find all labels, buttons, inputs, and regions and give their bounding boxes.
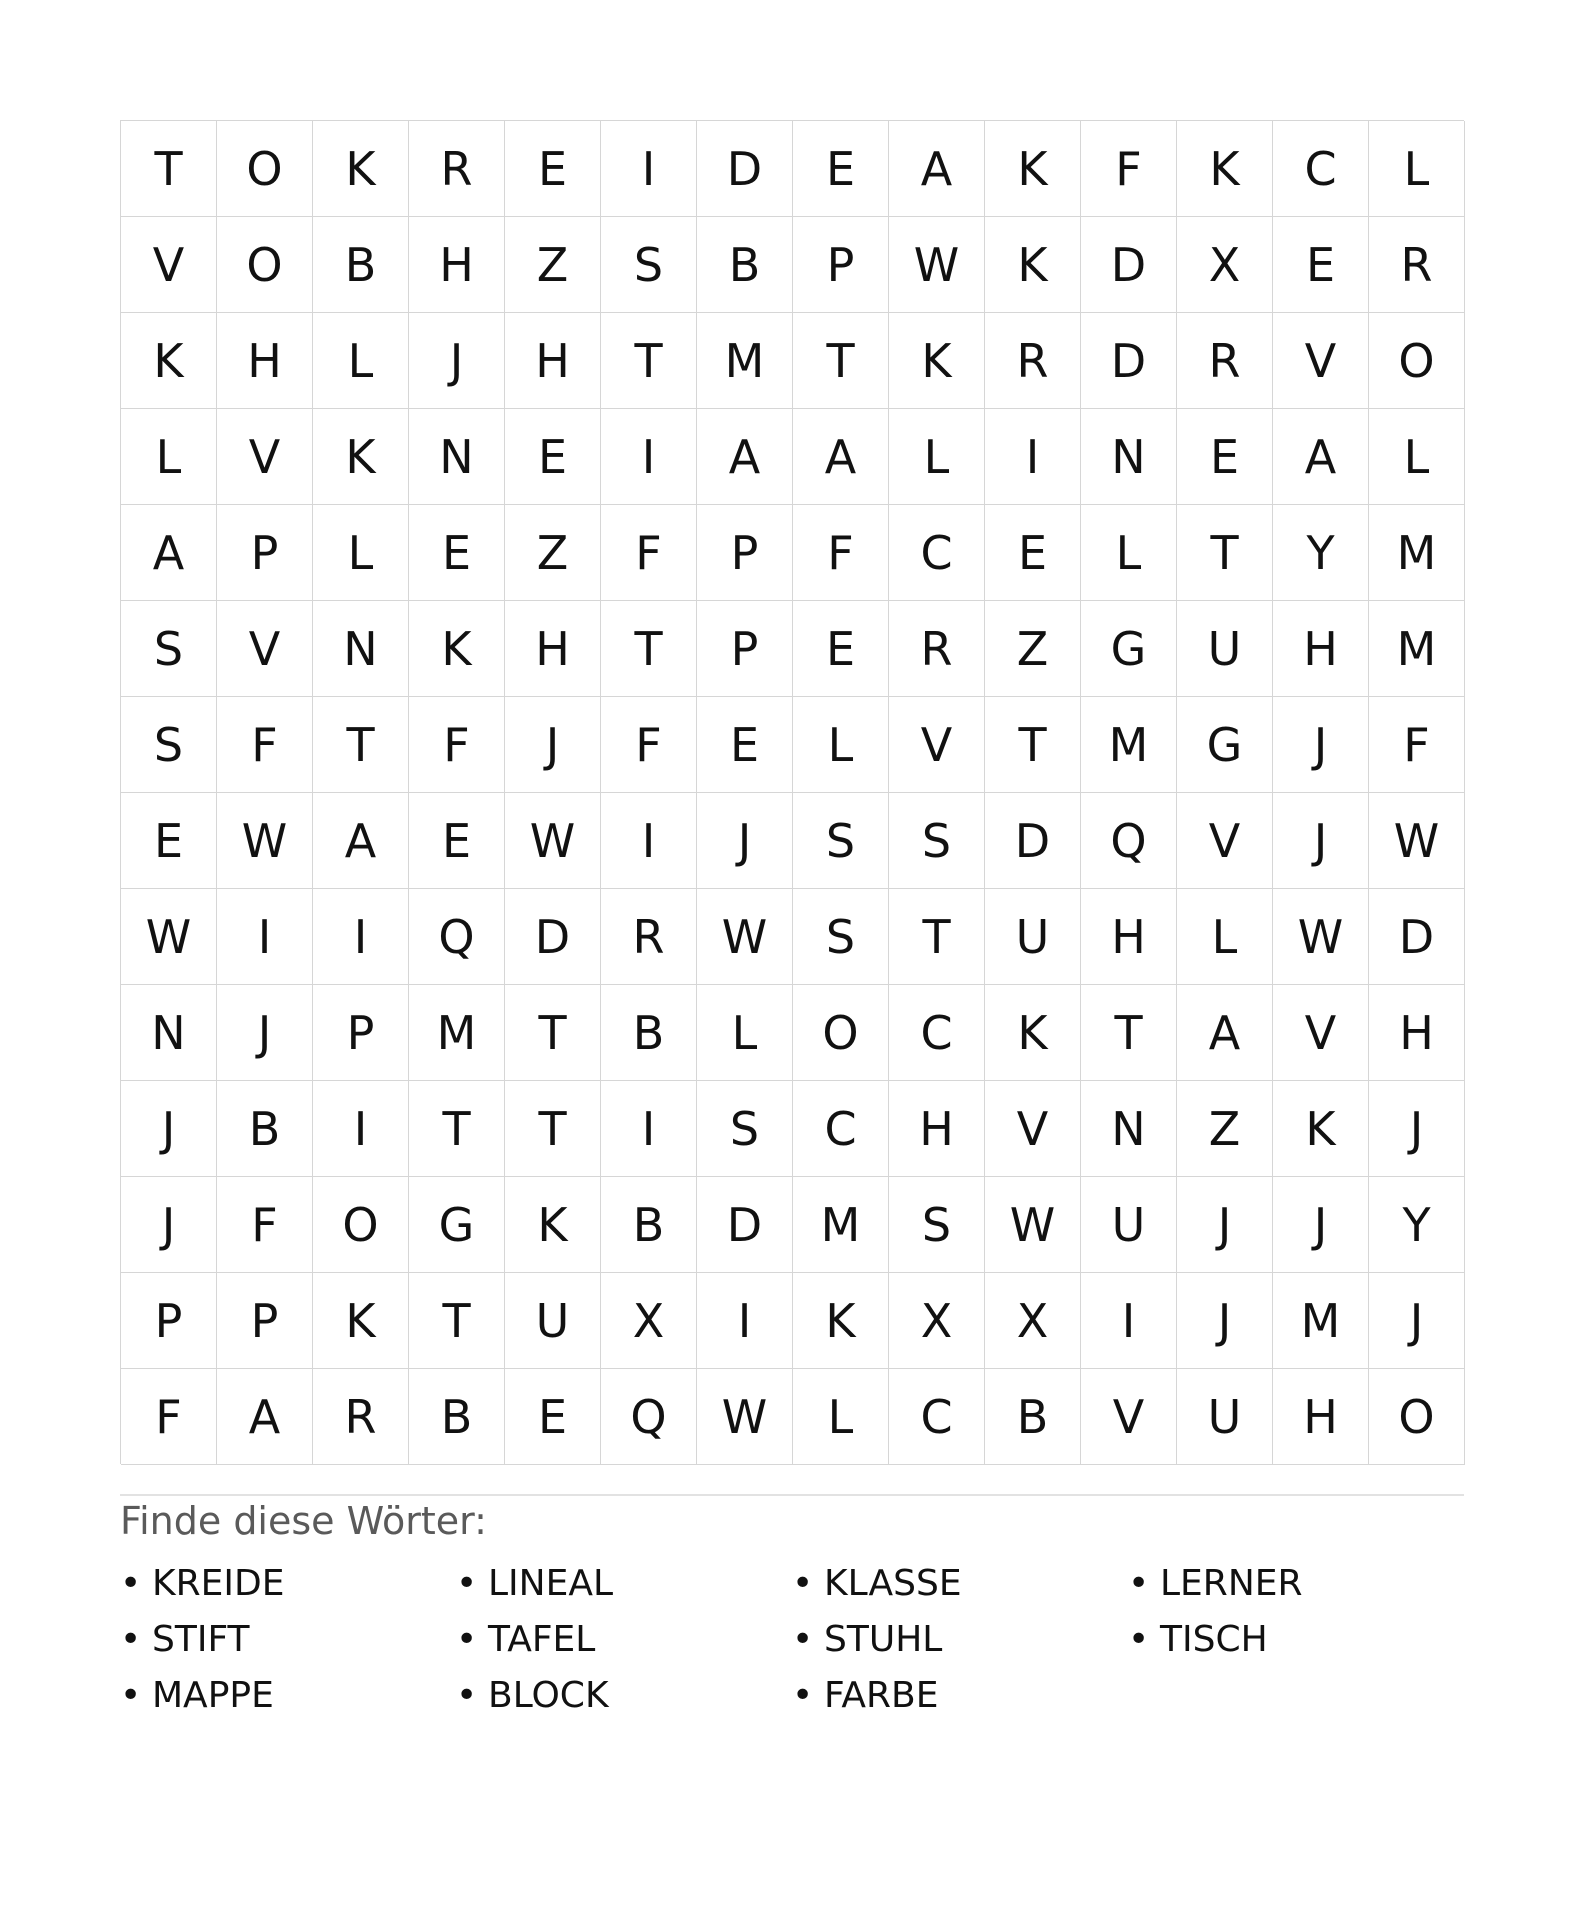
grid-cell[interactable]: B [697,217,793,313]
grid-cell[interactable]: T [409,1273,505,1369]
word-label: MAPPE [152,1675,274,1716]
grid-cell[interactable]: O [217,121,313,217]
grid-cell[interactable]: P [697,601,793,697]
grid-cell[interactable]: U [1081,1177,1177,1273]
grid-cell[interactable]: H [409,217,505,313]
grid-cell[interactable]: B [601,1177,697,1273]
grid-cell[interactable]: W [505,793,601,889]
grid-cell[interactable]: F [121,1369,217,1465]
grid-cell[interactable]: T [121,121,217,217]
grid-cell[interactable]: V [121,217,217,313]
grid-cell[interactable]: E [1177,409,1273,505]
word-label: TAFEL [488,1619,596,1660]
grid-cell[interactable]: T [793,313,889,409]
word-list-title: Finde diese Wörter: [120,1499,487,1543]
grid-cell[interactable]: P [697,505,793,601]
grid-cell[interactable]: T [601,313,697,409]
grid-cell[interactable]: W [889,217,985,313]
grid-cell[interactable]: E [505,1369,601,1465]
grid-cell[interactable]: D [1081,217,1177,313]
bullet-icon: • [792,1675,814,1716]
word-list-item [120,1556,456,1612]
grid-cell[interactable]: M [1273,1273,1369,1369]
grid-cell[interactable]: S [889,1177,985,1273]
grid-cell[interactable]: I [985,409,1081,505]
grid-cell[interactable]: L [793,1369,889,1465]
grid-cell[interactable]: K [313,409,409,505]
grid-cell[interactable]: T [409,1081,505,1177]
grid-cell[interactable]: S [121,697,217,793]
grid-cell[interactable]: B [409,1369,505,1465]
word-list-item [456,1668,792,1724]
grid-cell[interactable]: V [985,1081,1081,1177]
grid-cell[interactable]: R [1369,217,1465,313]
word-list-item [120,1668,456,1724]
grid-cell[interactable]: H [1273,1369,1369,1465]
grid-cell[interactable]: L [697,985,793,1081]
letter-grid [120,120,1464,1464]
grid-cell[interactable]: V [1273,985,1369,1081]
grid-cell[interactable]: N [1081,1081,1177,1177]
grid-cell[interactable]: M [793,1177,889,1273]
grid-cell[interactable]: C [1273,121,1369,217]
grid-cell[interactable]: V [217,409,313,505]
grid-cell[interactable]: K [985,985,1081,1081]
grid-cell[interactable]: A [697,409,793,505]
grid-cell[interactable]: O [793,985,889,1081]
grid-cell[interactable]: V [1273,313,1369,409]
grid-cell[interactable]: J [1177,1177,1273,1273]
grid-cell[interactable]: U [505,1273,601,1369]
bullet-icon: • [456,1675,478,1716]
grid-cell[interactable]: T [1177,505,1273,601]
grid-cell[interactable]: W [1369,793,1465,889]
grid-cell[interactable]: K [313,121,409,217]
grid-cell[interactable]: E [1273,217,1369,313]
word-list-item [120,1612,456,1668]
grid-cell[interactable]: S [793,793,889,889]
grid-cell[interactable]: R [1177,313,1273,409]
grid-cell[interactable]: M [1081,697,1177,793]
grid-cell[interactable]: J [1273,1177,1369,1273]
grid-cell[interactable]: Z [1177,1081,1273,1177]
grid-cell[interactable]: G [1081,601,1177,697]
grid-cell[interactable]: A [793,409,889,505]
grid-cell[interactable]: T [601,601,697,697]
grid-cell[interactable]: M [697,313,793,409]
grid-cell[interactable]: I [1081,1273,1177,1369]
grid-cell[interactable]: K [313,1273,409,1369]
grid-cell[interactable]: D [1369,889,1465,985]
grid-cell[interactable]: M [1369,505,1465,601]
grid-cell[interactable]: R [985,313,1081,409]
word-label: STIFT [152,1619,250,1660]
bullet-icon: • [456,1619,478,1660]
grid-cell[interactable]: P [313,985,409,1081]
grid-cell[interactable]: P [217,1273,313,1369]
grid-cell[interactable]: R [889,601,985,697]
grid-cell[interactable]: D [1081,313,1177,409]
grid-cell[interactable]: F [409,697,505,793]
grid-cell[interactable]: K [985,217,1081,313]
bullet-icon: • [1128,1619,1150,1660]
grid-cell[interactable]: B [985,1369,1081,1465]
grid-cell[interactable]: Q [1081,793,1177,889]
grid-cell[interactable]: N [121,985,217,1081]
grid-cell[interactable]: Y [1369,1177,1465,1273]
grid-cell[interactable]: F [1369,697,1465,793]
grid-cell[interactable]: A [217,1369,313,1465]
grid-cell[interactable]: K [121,313,217,409]
grid-cell[interactable]: C [793,1081,889,1177]
grid-cell[interactable]: H [1081,889,1177,985]
grid-cell[interactable]: F [793,505,889,601]
grid-cell[interactable]: X [1177,217,1273,313]
grid-cell[interactable]: J [1369,1081,1465,1177]
bullet-icon: • [456,1563,478,1604]
grid-cell[interactable]: H [1273,601,1369,697]
grid-cell[interactable]: C [889,1369,985,1465]
grid-cell[interactable]: B [217,1081,313,1177]
grid-cell[interactable]: T [505,1081,601,1177]
grid-cell[interactable]: K [889,313,985,409]
grid-cell[interactable]: I [601,1081,697,1177]
word-label: KREIDE [152,1563,285,1604]
grid-cell[interactable]: E [409,793,505,889]
grid-cell[interactable]: O [1369,313,1465,409]
grid-cell[interactable]: H [889,1081,985,1177]
grid-cell[interactable]: K [409,601,505,697]
grid-cell[interactable]: F [601,505,697,601]
grid-cell[interactable]: B [601,985,697,1081]
grid-cell[interactable]: E [793,601,889,697]
grid-cell[interactable]: I [217,889,313,985]
grid-cell[interactable]: J [217,985,313,1081]
word-label: BLOCK [488,1675,609,1716]
grid-cell[interactable]: P [793,217,889,313]
grid-cell[interactable]: Z [505,217,601,313]
word-list-item [792,1668,1128,1724]
grid-cell[interactable]: J [409,313,505,409]
grid-cell[interactable]: T [1081,985,1177,1081]
grid-cell[interactable]: A [121,505,217,601]
grid-cell[interactable]: D [697,121,793,217]
grid-cell[interactable]: L [313,505,409,601]
grid-cell[interactable]: M [409,985,505,1081]
word-list-item [792,1556,1128,1612]
grid-cell[interactable]: F [601,697,697,793]
bullet-icon: • [792,1563,814,1604]
grid-cell[interactable]: L [1081,505,1177,601]
bullet-icon: • [120,1675,142,1716]
grid-cell[interactable]: R [601,889,697,985]
grid-cell[interactable]: G [1177,697,1273,793]
grid-cell[interactable]: Z [985,601,1081,697]
grid-cell[interactable]: E [505,121,601,217]
grid-cell[interactable]: H [505,601,601,697]
grid-cell[interactable]: K [1177,121,1273,217]
grid-cell[interactable]: X [601,1273,697,1369]
grid-cell[interactable]: H [505,313,601,409]
grid-cell[interactable]: L [121,409,217,505]
grid-cell[interactable]: Q [601,1369,697,1465]
grid-cell[interactable]: J [697,793,793,889]
grid-cell[interactable]: N [1081,409,1177,505]
word-list-item [1128,1612,1464,1668]
grid-cell[interactable]: J [121,1081,217,1177]
grid-cell[interactable]: I [601,121,697,217]
grid-cell[interactable]: E [121,793,217,889]
grid-cell[interactable]: J [1369,1273,1465,1369]
grid-cell[interactable]: S [121,601,217,697]
grid-cell[interactable]: D [985,793,1081,889]
grid-cell[interactable]: D [697,1177,793,1273]
grid-cell[interactable]: S [793,889,889,985]
grid-cell[interactable]: W [217,793,313,889]
grid-cell[interactable]: P [121,1273,217,1369]
grid-cell[interactable]: W [697,1369,793,1465]
grid-cell[interactable]: C [889,505,985,601]
grid-cell[interactable]: A [1273,409,1369,505]
grid-cell[interactable]: A [313,793,409,889]
grid-cell[interactable]: N [409,409,505,505]
grid-cell[interactable]: I [313,1081,409,1177]
grid-cell[interactable]: J [505,697,601,793]
grid-cell[interactable]: C [889,985,985,1081]
grid-cell[interactable]: K [1273,1081,1369,1177]
grid-cell[interactable]: E [793,121,889,217]
grid-cell[interactable]: L [1369,121,1465,217]
word-list [120,1556,1464,1724]
grid-cell[interactable]: O [313,1177,409,1273]
grid-cell[interactable]: Z [505,505,601,601]
grid-cell[interactable]: I [697,1273,793,1369]
grid-cell[interactable]: O [1369,1369,1465,1465]
grid-cell[interactable]: S [601,217,697,313]
grid-cell[interactable]: L [1177,889,1273,985]
word-list-item [792,1612,1128,1668]
grid-cell[interactable]: B [313,217,409,313]
divider [120,1494,1464,1496]
grid-cell[interactable]: S [697,1081,793,1177]
grid-cell[interactable]: V [217,601,313,697]
word-list-item [1128,1556,1464,1612]
grid-cell[interactable]: U [1177,601,1273,697]
word-list-item [456,1556,792,1612]
grid-cell[interactable]: E [409,505,505,601]
grid-cell[interactable]: L [793,697,889,793]
grid-cell[interactable]: J [1177,1273,1273,1369]
grid-cell[interactable]: U [1177,1369,1273,1465]
grid-cell[interactable]: L [889,409,985,505]
grid-cell[interactable]: U [985,889,1081,985]
grid-cell[interactable]: L [313,313,409,409]
grid-cell[interactable]: F [217,697,313,793]
grid-cell[interactable]: E [697,697,793,793]
word-label: STUHL [824,1619,943,1660]
grid-cell[interactable]: V [889,697,985,793]
grid-cell[interactable]: K [985,121,1081,217]
grid-cell[interactable]: W [697,889,793,985]
grid-cell[interactable]: X [985,1273,1081,1369]
grid-cell[interactable]: V [1177,793,1273,889]
grid-cell[interactable]: I [313,889,409,985]
grid-cell[interactable]: T [985,697,1081,793]
grid-cell[interactable]: L [1369,409,1465,505]
grid-cell[interactable]: X [889,1273,985,1369]
grid-cell[interactable]: H [1369,985,1465,1081]
word-label: LINEAL [488,1563,614,1604]
word-label: FARBE [824,1675,939,1716]
grid-cell[interactable]: R [313,1369,409,1465]
grid-cell[interactable]: I [601,793,697,889]
grid-cell[interactable]: J [1273,697,1369,793]
word-list-item [456,1612,792,1668]
grid-cell[interactable]: J [1273,793,1369,889]
grid-cell[interactable]: M [1369,601,1465,697]
grid-cell[interactable]: T [313,697,409,793]
grid-cell[interactable]: A [1177,985,1273,1081]
word-label: LERNER [1160,1563,1303,1604]
grid-cell[interactable]: P [217,505,313,601]
grid-cell[interactable]: T [889,889,985,985]
grid-cell[interactable]: D [505,889,601,985]
grid-cell[interactable]: E [985,505,1081,601]
bullet-icon: • [120,1619,142,1660]
grid-cell[interactable]: V [1081,1369,1177,1465]
grid-cell[interactable]: F [1081,121,1177,217]
grid-cell[interactable]: T [505,985,601,1081]
word-label: KLASSE [824,1563,962,1604]
grid-cell[interactable]: Q [409,889,505,985]
grid-cell[interactable]: E [505,409,601,505]
grid-cell[interactable]: F [217,1177,313,1273]
grid-cell[interactable]: K [793,1273,889,1369]
grid-cell[interactable]: N [313,601,409,697]
grid-cell[interactable]: Y [1273,505,1369,601]
grid-cell[interactable]: A [889,121,985,217]
word-label: TISCH [1160,1619,1268,1660]
grid-cell[interactable]: W [985,1177,1081,1273]
grid-cell[interactable]: R [409,121,505,217]
grid-cell[interactable]: G [409,1177,505,1273]
grid-cell[interactable]: K [505,1177,601,1273]
grid-cell[interactable]: W [1273,889,1369,985]
grid-cell[interactable]: O [217,217,313,313]
grid-cell[interactable]: J [121,1177,217,1273]
bullet-icon: • [120,1563,142,1604]
grid-cell[interactable]: S [889,793,985,889]
bullet-icon: • [1128,1563,1150,1604]
grid-cell[interactable]: H [217,313,313,409]
bullet-icon: • [792,1619,814,1660]
grid-cell[interactable]: I [601,409,697,505]
grid-cell[interactable]: W [121,889,217,985]
